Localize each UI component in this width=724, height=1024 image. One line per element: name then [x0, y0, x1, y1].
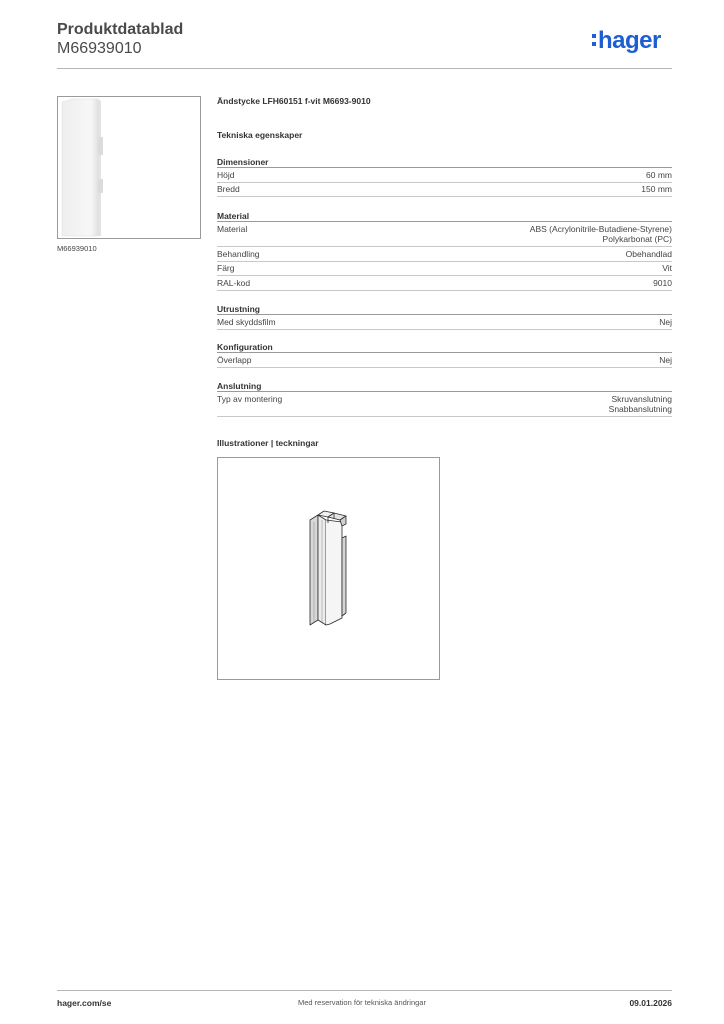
- spec-group-anslutning: [217, 380, 672, 417]
- spec-value-line: Skruvanslutning: [611, 393, 672, 404]
- product-thumbnail: [57, 96, 201, 239]
- spec-label: Höjd: [217, 169, 235, 180]
- spec-value-line: ABS (Acrylonitrile-Butadiene-Styrene): [529, 223, 672, 234]
- group-title: Dimensioner: [217, 156, 672, 168]
- spec-value-line: Polykarbonat (PC): [602, 234, 672, 244]
- spec-row: [217, 353, 672, 368]
- group-title: Anslutning: [217, 380, 672, 392]
- spec-label: Behandling: [217, 248, 260, 259]
- spec-label: Färg: [217, 263, 235, 273]
- group-title: Konfiguration: [217, 341, 672, 353]
- end-cap-drawing: [218, 458, 439, 679]
- spec-row: [217, 276, 672, 291]
- spec-label: Överlapp: [217, 354, 252, 365]
- spec-row: [217, 247, 672, 262]
- spec-value: [609, 394, 672, 415]
- spec-label: Bredd: [217, 184, 240, 194]
- article-number: M66939010: [57, 40, 142, 57]
- footer-website-link[interactable]: hager.com/se: [57, 998, 112, 1008]
- group-title: Utrustning: [217, 303, 672, 315]
- header-divider: [57, 68, 672, 69]
- logo-colon-icon: [592, 34, 596, 47]
- group-title: Material: [217, 210, 672, 222]
- spec-label: RAL-kod: [217, 277, 251, 288]
- spec-row: [217, 222, 672, 247]
- spec-group-material: [217, 210, 672, 291]
- spec-row: [217, 315, 672, 330]
- product-name: Ändstycke LFH60151 f-vit M6693-9010: [217, 96, 371, 106]
- spec-row: [217, 262, 672, 277]
- document-title: Produktdatablad: [57, 21, 184, 38]
- spec-value: 150 mm: [641, 184, 672, 194]
- hager-logo[interactable]: [592, 27, 661, 55]
- spec-label: Typ av montering: [217, 393, 283, 404]
- footer-disclaimer: Med reservation för tekniska ändringar: [298, 998, 426, 1007]
- illustrations-heading: Illustrationer | teckningar: [217, 438, 319, 448]
- technical-properties-heading: Tekniska egenskaper: [217, 130, 303, 140]
- spec-value: Nej: [659, 354, 672, 365]
- thumbnail-caption: M66939010: [57, 244, 97, 253]
- spec-value: [530, 224, 672, 245]
- spec-label: Material: [217, 223, 248, 234]
- spec-group-utrustning: [217, 303, 672, 330]
- spec-group-dimensioner: [217, 156, 672, 197]
- logo-wordmark: hager: [598, 27, 661, 54]
- spec-group-konfiguration: [217, 341, 672, 368]
- spec-row: [217, 392, 672, 417]
- spec-row: [217, 183, 672, 198]
- end-cap-photo: [58, 97, 200, 238]
- footer-divider: [57, 990, 672, 991]
- spec-row: [217, 168, 672, 183]
- technical-drawing: [217, 457, 440, 680]
- spec-value: Vit: [662, 263, 672, 273]
- footer-date: 09.01.2026: [629, 998, 672, 1008]
- spec-value-line: Snabbanslutning: [608, 404, 672, 414]
- spec-value: Nej: [659, 316, 672, 327]
- spec-value: Obehandlad: [625, 248, 672, 259]
- spec-label: Med skyddsfilm: [217, 316, 276, 327]
- spec-value: 9010: [653, 277, 672, 288]
- spec-value: 60 mm: [646, 169, 672, 180]
